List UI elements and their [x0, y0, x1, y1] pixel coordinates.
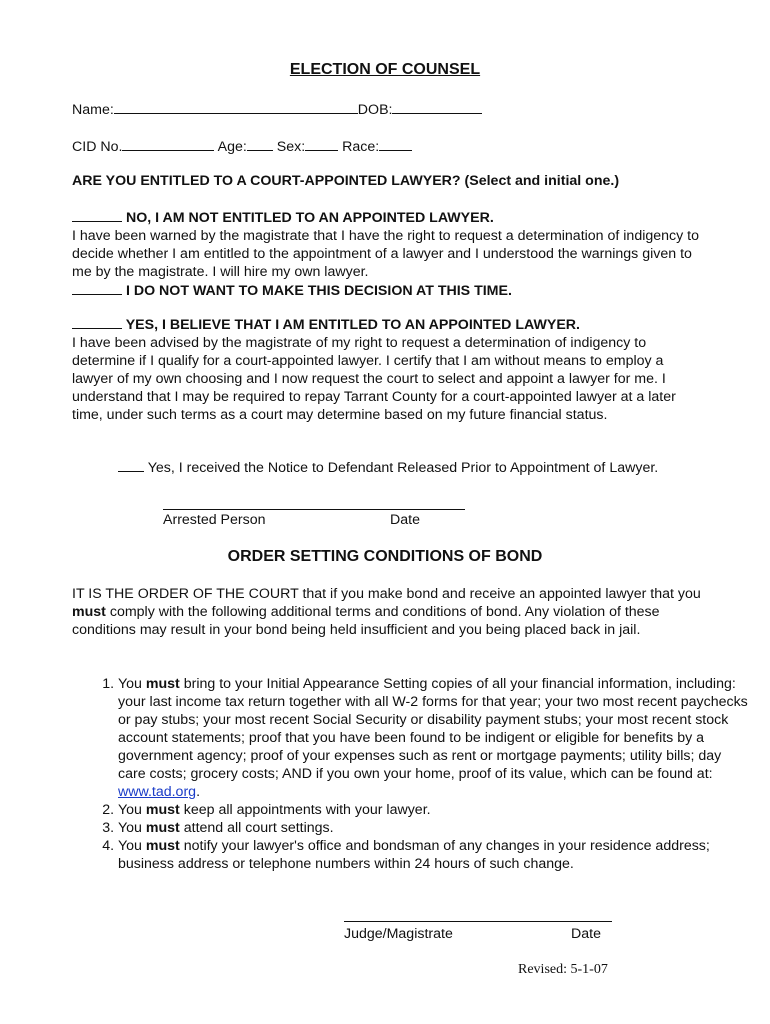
age-label: Age:	[217, 139, 247, 155]
revised-date: Revised: 5-1-07	[518, 962, 608, 977]
order-intro: IT IS THE ORDER OF THE COURT that if you make bond and receive an appointed lawyer that you must comply with the following additional terms and conditions of bond. Any violation of these conditions may result in your bond being held insufficient and you being placed back in jail.	[72, 586, 701, 638]
judge-date-label: Date	[571, 926, 601, 942]
name-dob-line	[72, 100, 482, 118]
initial-blank-not-entitled[interactable]	[72, 208, 122, 222]
age-field[interactable]	[247, 137, 273, 151]
not-entitled-heading: NO, I AM NOT ENTITLED TO AN APPOINTED LAWYER.	[125, 210, 494, 226]
conditions-list	[72, 675, 748, 873]
arrested-date-label: Date	[390, 512, 420, 528]
tad-link[interactable]: www.tad.org	[118, 784, 197, 800]
list-item: 3. You must attend all court settings.	[118, 819, 748, 837]
sex-field[interactable]	[305, 137, 338, 151]
entitled-heading: YES, I BELIEVE THAT I AM ENTITLED TO AN APPOINTED LAWYER.	[125, 317, 580, 333]
no-decision-heading: I DO NOT WANT TO MAKE THIS DECISION AT THIS TIME.	[125, 283, 512, 299]
notice-acknowledgement	[118, 458, 658, 476]
not-entitled-text: I have been warned by the magistrate that I have the right to request a determination of indigency to decide whether I am entitled to the appointment of a lawyer and I understood the warnings given to me by the magistrate. I will hire my own lawyer.	[72, 228, 700, 280]
form-title: ELECTION OF COUNSEL	[289, 61, 481, 78]
arrested-person-label: Arrested Person	[163, 512, 266, 528]
name-field[interactable]	[114, 100, 358, 114]
sex-label: Sex:	[276, 139, 306, 155]
cid-label: CID No.	[72, 139, 123, 155]
order-title: ORDER SETTING CONDITIONS OF BOND	[227, 548, 543, 565]
list-item: 4. You must notify your lawyer's office and bondsman of any changes in your residence address; business address or telephone numbers within 24 hours of such change.	[118, 837, 748, 873]
cid-field[interactable]	[122, 137, 214, 151]
entitled-text: I have been advised by the magistrate of my right to request a determination of indigency to determine if I qualify for a court-appointed lawyer. I certify that I am without means to employ a lawyer of my own choosing and I now request the court to select and appoint a lawyer for me. I understand that I may be required to repay Tarrant County for a court-appointed lawyer at a later time, under such terms as a court may determine based on my future financial status.	[72, 335, 676, 423]
initial-blank-entitled[interactable]	[72, 315, 122, 329]
race-label: Race:	[342, 139, 380, 155]
initial-blank-no-decision[interactable]	[72, 281, 122, 295]
option-entitled	[72, 315, 702, 424]
arrested-signature-line[interactable]	[163, 509, 465, 510]
cid-line	[72, 137, 412, 155]
race-field[interactable]	[379, 137, 412, 151]
judge-signature-line[interactable]	[344, 921, 612, 922]
notice-initial-blank[interactable]	[118, 458, 144, 472]
dob-field[interactable]	[392, 100, 482, 114]
dob-label: DOB:	[357, 102, 393, 118]
notice-text: Yes, I received the Notice to Defendant Released Prior to Appointment of Lawyer.	[147, 460, 659, 476]
option-not-entitled	[72, 208, 702, 300]
name-label: Name:	[72, 102, 114, 118]
list-item: 2. You must keep all appointments with your lawyer.	[118, 801, 748, 819]
judge-label: Judge/Magistrate	[344, 926, 453, 942]
list-item: 1. You must bring to your Initial Appearance Setting copies of all your financial information, including: your last income tax return together with all W-2 forms for that year; your two most recent paychecks or pay stubs; your most recent Social Security or disability payment stubs; your most recent stock account statements; proof that you have been found to be indigent or eligible for benefits by a government agency; proof of your expenses such as rent or mortgage payments; utility bills; day care costs; grocery costs; AND if you own your home, proof of its value, which can be found at: www.tad.org.	[118, 675, 748, 801]
entitled-question: ARE YOU ENTITLED TO A COURT-APPOINTED LAWYER? (Select and initial one.)	[72, 173, 620, 189]
